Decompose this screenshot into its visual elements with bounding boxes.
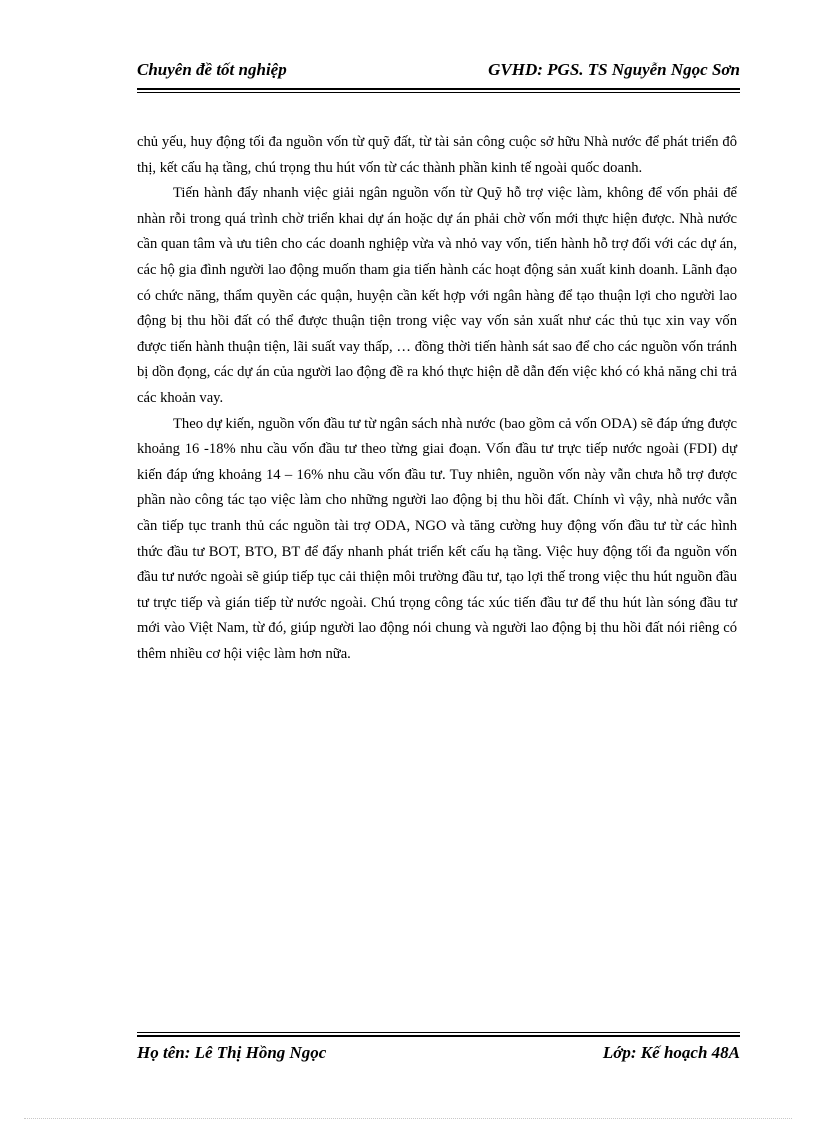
page-header	[137, 60, 740, 80]
page-bottom-border	[24, 1118, 792, 1119]
header-advisor: GVHD: PGS. TS Nguyễn Ngọc Sơn	[488, 60, 740, 79]
document-body	[137, 130, 737, 667]
footer-class: Lớp: Kế hoạch 48A	[602, 1043, 740, 1062]
header-title: Chuyên đề tốt nghiệp	[137, 60, 287, 79]
page-footer	[137, 1043, 740, 1063]
footer-divider	[137, 1035, 740, 1037]
header-divider-thin	[137, 92, 740, 93]
footer-divider-thin	[137, 1032, 740, 1033]
paragraph: Theo dự kiến, nguồn vốn đầu tư từ ngân sách nhà nước (bao gồm cả vốn ODA) sẽ đáp ứng được khoảng 16 -18% nhu cầu vốn đầu tư theo từng giai đoạn. Vốn đầu tư trực tiếp nước ngoài (FDI) dự kiến đáp ứng khoảng 14 – 16% nhu cầu vốn đầu tư. Tuy nhiên, nguồn vốn này vẫn chưa hỗ trợ được phần nào công tác tạo việc làm cho những người lao động bị thu hồi đất. Chính vì vậy, nhà nước vẫn cần tiếp tục tranh thủ các nguồn tài trợ ODA, NGO và tăng cường huy động vốn đầu tư từ các hình thức đầu tư BOT, BTO, BT để đẩy nhanh phát triển kết cấu hạ tầng. Việc huy động tối đa nguồn vốn đầu tư nước ngoài sẽ giúp tiếp tục cải thiện môi trường đầu tư, tạo lợi thế trong việc thu hút nguồn đầu tư trực tiếp và gián tiếp từ nước ngoài. Chú trọng công tác xúc tiến đầu tư để thu hút làn sóng đầu tư mới vào Việt Nam, từ đó, giúp người lao động nói chung và người lao động bị thu hồi đất nói riêng có thêm nhiều cơ hội việc làm hơn nữa.	[137, 415, 737, 662]
paragraph: chủ yếu, huy động tối đa nguồn vốn từ quỹ đất, từ tài sản công cuộc sở hữu Nhà nước để phát triển đô thị, kết cấu hạ tầng, chú trọng thu hút vốn từ các thành phần kinh tế ngoài quốc doanh.	[137, 134, 737, 176]
footer-author: Họ tên: Lê Thị Hồng Ngọc	[137, 1043, 327, 1062]
paragraph: Tiến hành đẩy nhanh việc giải ngân nguồn vốn từ Quỹ hỗ trợ việc làm, không để vốn phải để nhàn rỗi trong quá trình chờ triển khai dự án hoặc dự án phải chờ vốn mới thực hiện được. Nhà nước cần quan tâm và ưu tiên cho các doanh nghiệp vừa và nhỏ vay vốn, tiến hành hỗ trợ đối với các dự án, các hộ gia đình người lao động muốn tham gia tiến hành các hoạt động sản xuất kinh doanh. Lãnh đạo có chức năng, thẩm quyền các quận, huyện cần kết hợp với ngân hàng để tạo thuận lợi cho người lao động bị thu hồi đất có thể được thuận tiện trong việc vay vốn sản xuất như các thủ tục xin vay vốn được tiến hành thuận tiện, lãi suất vay thấp, … đồng thời tiến hành sát sao để cho các nguồn vốn tránh bị dồn đọng, các dự án của người lao động đề ra khó thực hiện dễ dẫn đến việc khó có khả năng chi trả các khoản vay.	[137, 185, 738, 406]
header-divider	[137, 88, 740, 90]
